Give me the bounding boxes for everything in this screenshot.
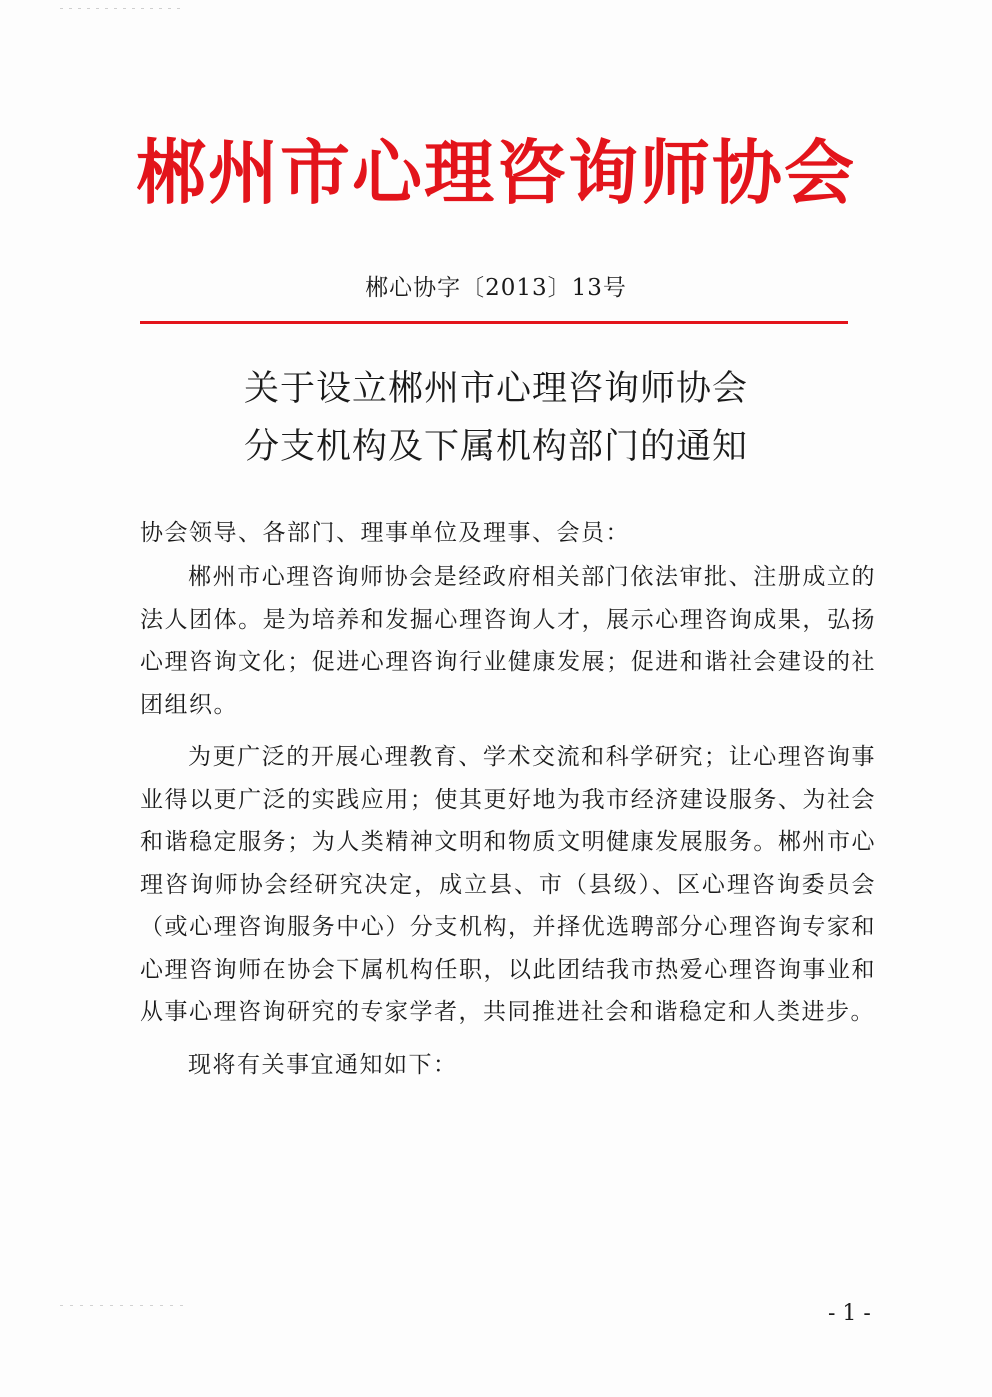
document-title [0, 360, 992, 476]
paragraph-intro: 郴州市心理咨询师协会是经政府相关部门依法审批、注册成立的法人团体。是为培养和发掘心理咨询人才，展示心理咨询成果，弘扬心理咨询文化；促进心理咨询行业健康发展；促进和谐社会建设的社团组织。 [140, 564, 876, 718]
red-separator-line [140, 321, 848, 324]
document-title-line-2: 分支机构及下属机构部门的通知 [243, 427, 748, 467]
document-title-line-1: 关于设立郴州市心理咨询师协会 [243, 369, 748, 409]
organization-header: 郴州市心理咨询师协会 [136, 131, 856, 214]
paragraph-purpose: 为更广泛的开展心理教育、学术交流和科学研究；让心理咨询事业得以更广泛的实践应用；使其更好地为我市经济建设服务、为社会和谐稳定服务；为人类精神文明和物质文明健康发展服务。郴州市心理咨询师协会经研究决定，成立县、市（县级）、区心理咨询委员会（或心理咨询服务中心）分支机构，并择优选聘部分心理咨询专家和心理咨询师在协会下属机构任职，以此团结我市热爱心理咨询事业和从事心理咨询研究的专家学者，共同推进社会和谐稳定和人类进步。 [140, 744, 876, 1025]
paragraph-notice-lead: 现将有关事宜通知如下： [188, 1051, 458, 1078]
document-body [140, 512, 876, 1096]
salutation: 协会领导、各部门、理事单位及理事、会员： [140, 520, 630, 546]
scan-mark [60, 1305, 190, 1306]
scan-mark [60, 8, 180, 9]
page-number: - 1 - [828, 1301, 871, 1326]
document-number: 郴心协字〔2013〕13号 [365, 275, 627, 301]
